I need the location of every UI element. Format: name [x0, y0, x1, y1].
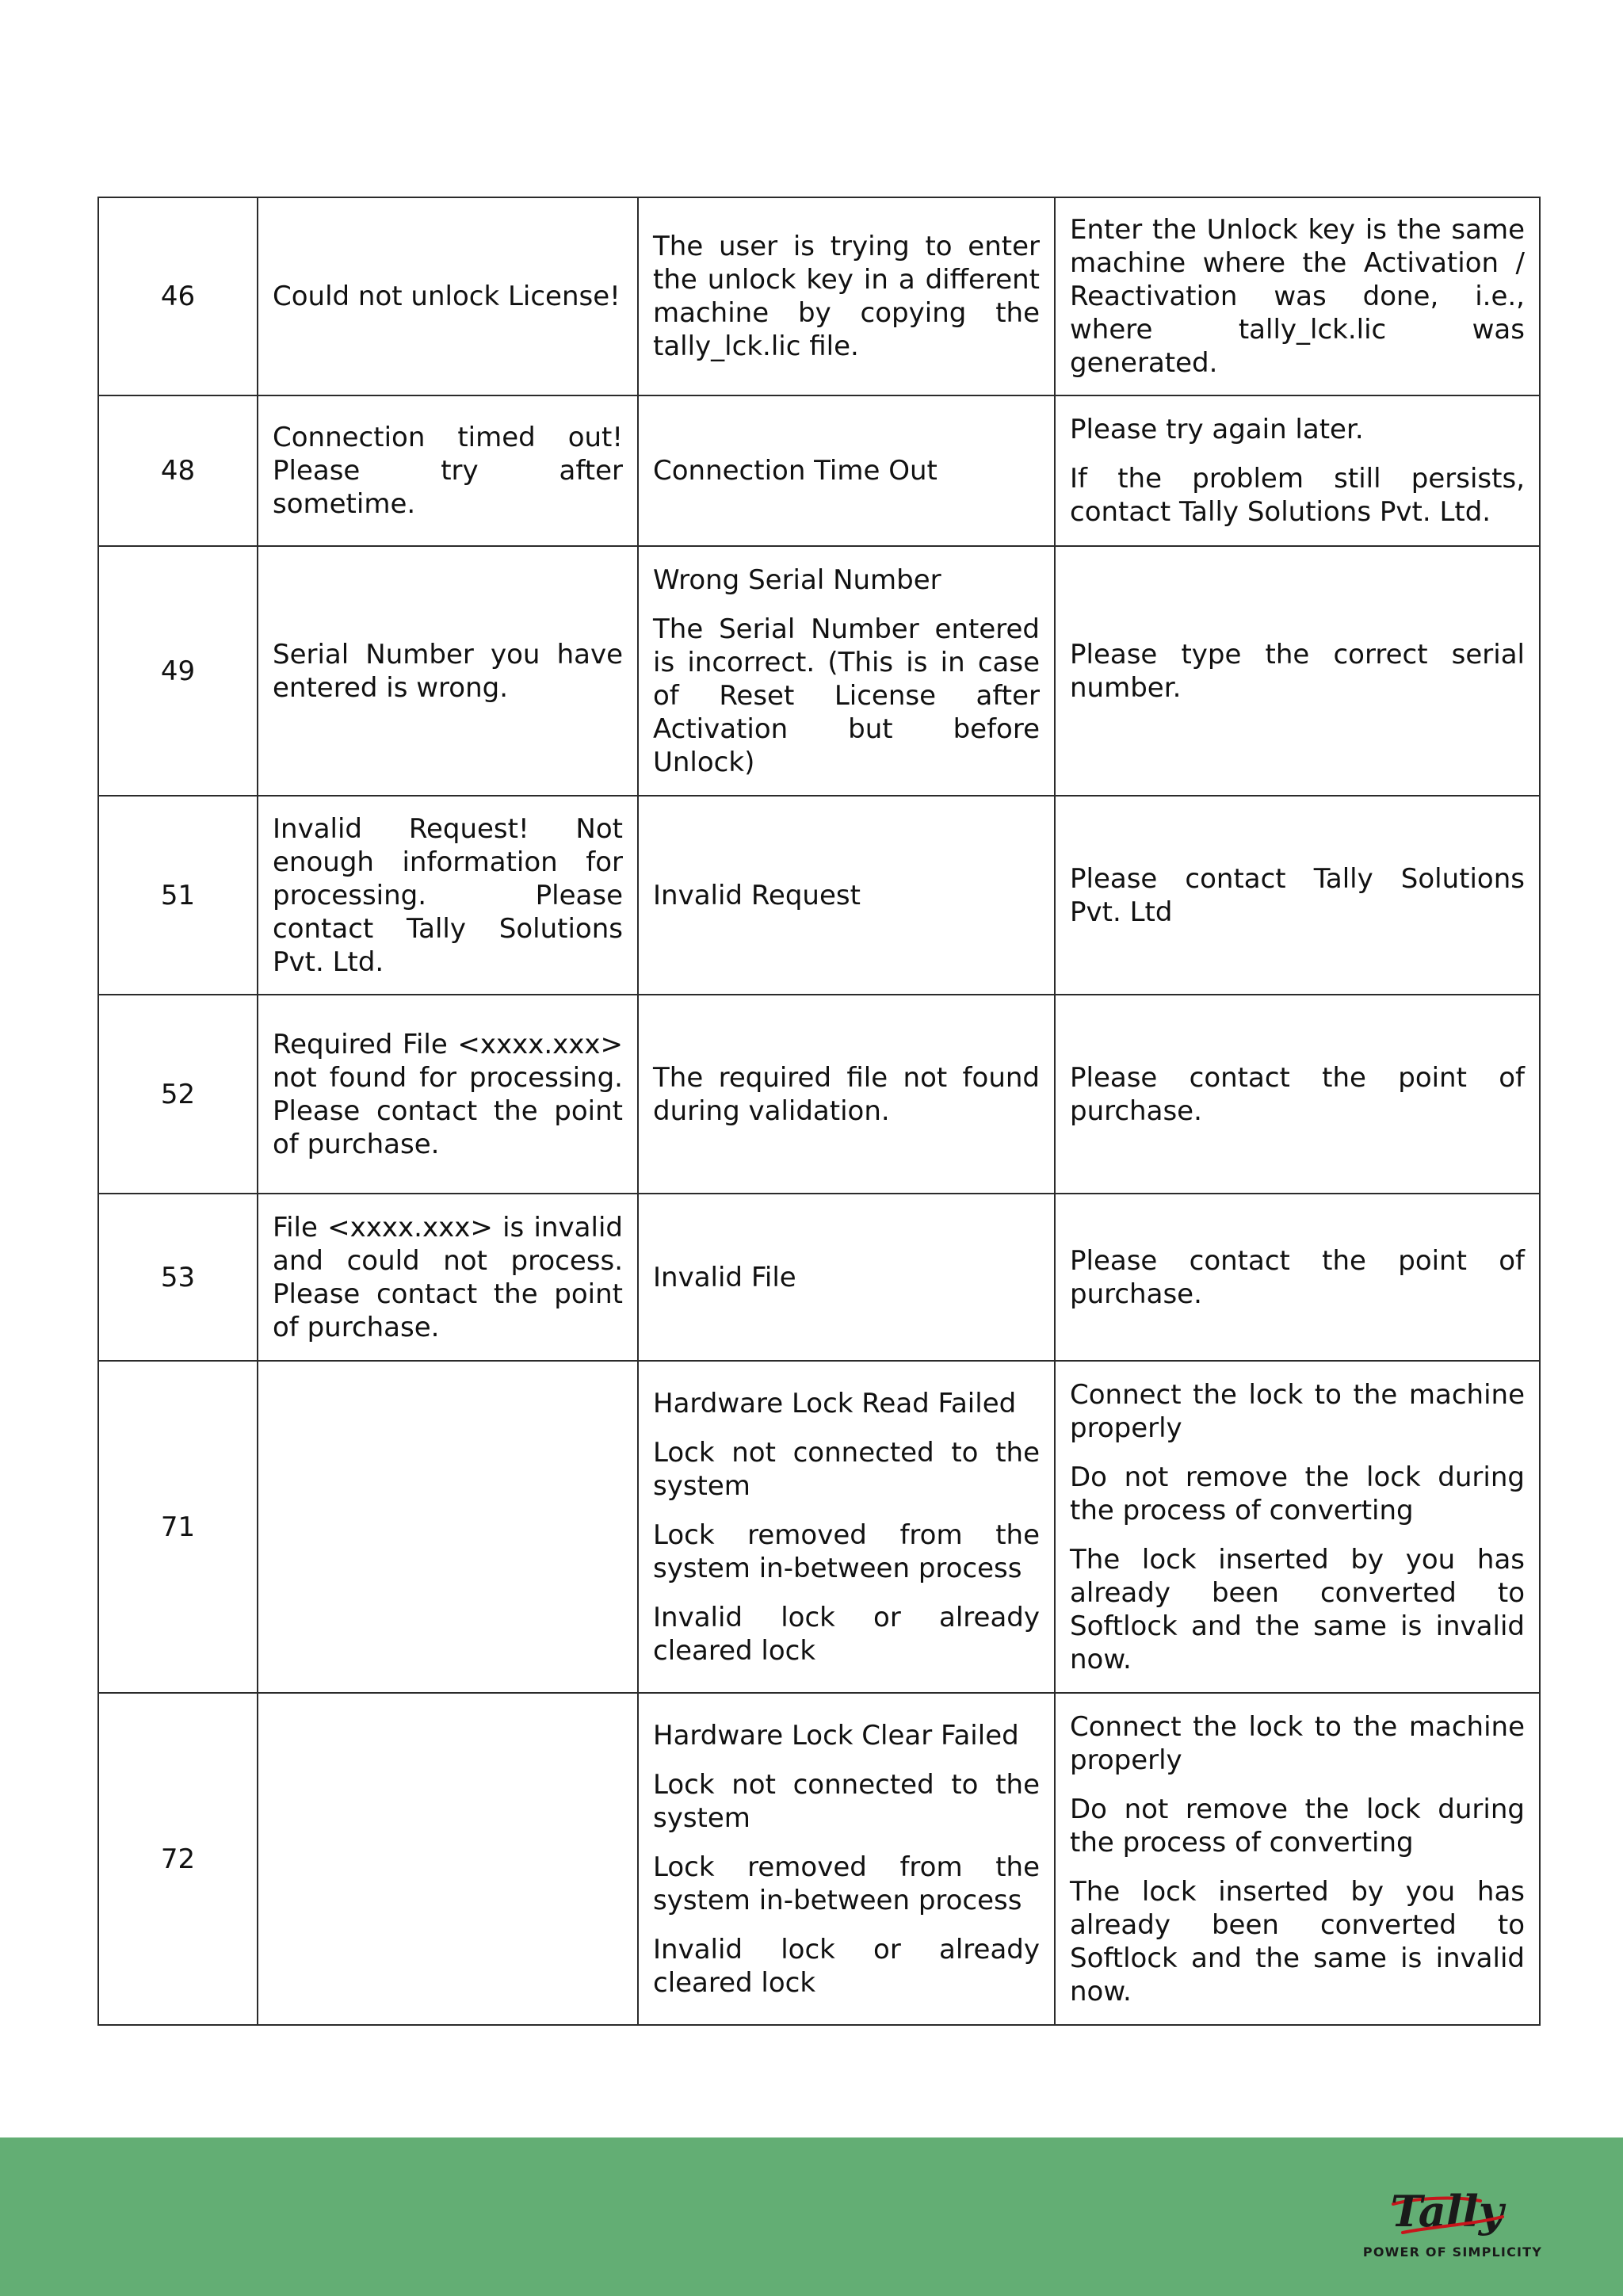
reason-cell — [638, 1361, 1055, 1693]
error-message-cell — [258, 995, 638, 1194]
solution-text: Please contact Tally Solutions Pvt. Ltd — [1070, 862, 1525, 928]
reason-text: Invalid lock or already cleared lock — [653, 1601, 1040, 1667]
error-code-cell: 51 — [98, 796, 258, 995]
solution-cell — [1055, 796, 1540, 995]
error-code-cell: 53 — [98, 1194, 258, 1361]
solution-text: Connect the lock to the machine properly — [1070, 1710, 1525, 1776]
reason-text: The user is trying to enter the unlock key in a different machine by copying the tally_lck.lic file. — [653, 231, 1040, 362]
solution-text: If the problem still persists, contact Tally Solutions Pvt. Ltd. — [1070, 463, 1525, 528]
reason-text: Wrong Serial Number — [653, 563, 941, 596]
error-code-cell: 48 — [98, 395, 258, 546]
error-message-text: Serial Number you have entered is wrong. — [273, 638, 623, 704]
solution-text: Enter the Unlock key is the same machine where the Activation / Reactivation was done, i.e., where tally_lck.lic was generated. — [1070, 214, 1525, 379]
error-message-text: Connection timed out! Please try after sometime. — [273, 422, 623, 520]
solution-text: Do not remove the lock during the process of converting — [1070, 1793, 1525, 1859]
logo-wordmark: Tally — [1390, 2186, 1504, 2237]
reason-cell — [638, 197, 1055, 395]
error-message-cell — [258, 395, 638, 546]
reason-text: Lock not connected to the system — [653, 1436, 1040, 1502]
error-code-cell: 71 — [98, 1361, 258, 1693]
page-footer — [0, 2137, 1623, 2296]
solution-cell — [1055, 1693, 1540, 2025]
solution-cell — [1055, 395, 1540, 546]
reason-text: The Serial Number entered is incorrect. (This is in case of Reset License after Activation but before Unlock) — [653, 613, 1040, 778]
solution-text: Do not remove the lock during the process of converting — [1070, 1461, 1525, 1526]
table-body — [98, 197, 1540, 2025]
reason-text: Lock not connected to the system — [653, 1768, 1040, 1834]
error-message-cell — [258, 546, 638, 796]
error-code-cell: 49 — [98, 546, 258, 796]
table-row — [98, 796, 1540, 995]
error-message-cell — [258, 1361, 638, 1693]
table-row — [98, 1361, 1540, 1693]
table-row — [98, 995, 1540, 1194]
error-code-table — [97, 197, 1541, 2026]
solution-cell — [1055, 197, 1540, 395]
reason-cell — [638, 1693, 1055, 2025]
error-code-cell: 52 — [98, 995, 258, 1194]
error-message-cell — [258, 1194, 638, 1361]
error-code-cell: 72 — [98, 1693, 258, 2025]
solution-text: Please type the correct serial number. — [1070, 638, 1525, 704]
reason-cell — [638, 395, 1055, 546]
reason-text: Hardware Lock Clear Failed — [653, 1719, 1019, 1752]
table-row — [98, 395, 1540, 546]
reason-cell — [638, 796, 1055, 995]
solution-cell — [1055, 1361, 1540, 1693]
solution-text: Please contact the point of purchase. — [1070, 1244, 1525, 1310]
reason-text: Invalid File — [653, 1261, 796, 1293]
error-code-cell: 46 — [98, 197, 258, 395]
error-message-text: Could not unlock License! — [273, 281, 621, 312]
tally-logo — [1361, 2177, 1544, 2264]
reason-text: Lock removed from the system in-between process — [653, 1519, 1040, 1584]
reason-cell — [638, 995, 1055, 1194]
reason-text: Invalid lock or already cleared lock — [653, 1933, 1040, 1999]
solution-cell — [1055, 546, 1540, 796]
error-message-cell — [258, 796, 638, 995]
reason-text: The required file not found during validation. — [653, 1061, 1040, 1127]
table-row — [98, 546, 1540, 796]
table-row — [98, 1194, 1540, 1361]
solution-text: The lock inserted by you has already been converted to Softlock and the same is invalid now. — [1070, 1875, 1525, 2008]
reason-text: Invalid Request — [653, 879, 861, 911]
reason-cell — [638, 546, 1055, 796]
solution-text: Connect the lock to the machine properly — [1070, 1378, 1525, 1444]
error-message-text: Required File <xxxx.xxx> not found for processing. Please contact the point of purchase. — [273, 1028, 623, 1160]
error-message-cell — [258, 1693, 638, 2025]
error-message-text: Invalid Request! Not enough information for processing. Please contact Tally Solutions Pvt. Ltd. — [273, 812, 623, 978]
table-row — [98, 1693, 1540, 2025]
error-message-cell — [258, 197, 638, 395]
solution-text: Please contact the point of purchase. — [1070, 1061, 1525, 1127]
reason-text: Lock removed from the system in-between process — [653, 1851, 1040, 1916]
logo-tagline: POWER OF SIMPLICITY — [1362, 2244, 1543, 2260]
solution-text: The lock inserted by you has already been converted to Softlock and the same is invalid now. — [1070, 1543, 1525, 1675]
reason-cell — [638, 1194, 1055, 1361]
reason-text: Connection Time Out — [653, 455, 938, 487]
error-message-text: File <xxxx.xxx> is invalid and could not process. Please contact the point of purchase. — [273, 1211, 623, 1343]
solution-cell — [1055, 995, 1540, 1194]
solution-text: Please try again later. — [1070, 414, 1364, 445]
reason-text: Hardware Lock Read Failed — [653, 1387, 1017, 1419]
solution-cell — [1055, 1194, 1540, 1361]
table-row — [98, 197, 1540, 395]
